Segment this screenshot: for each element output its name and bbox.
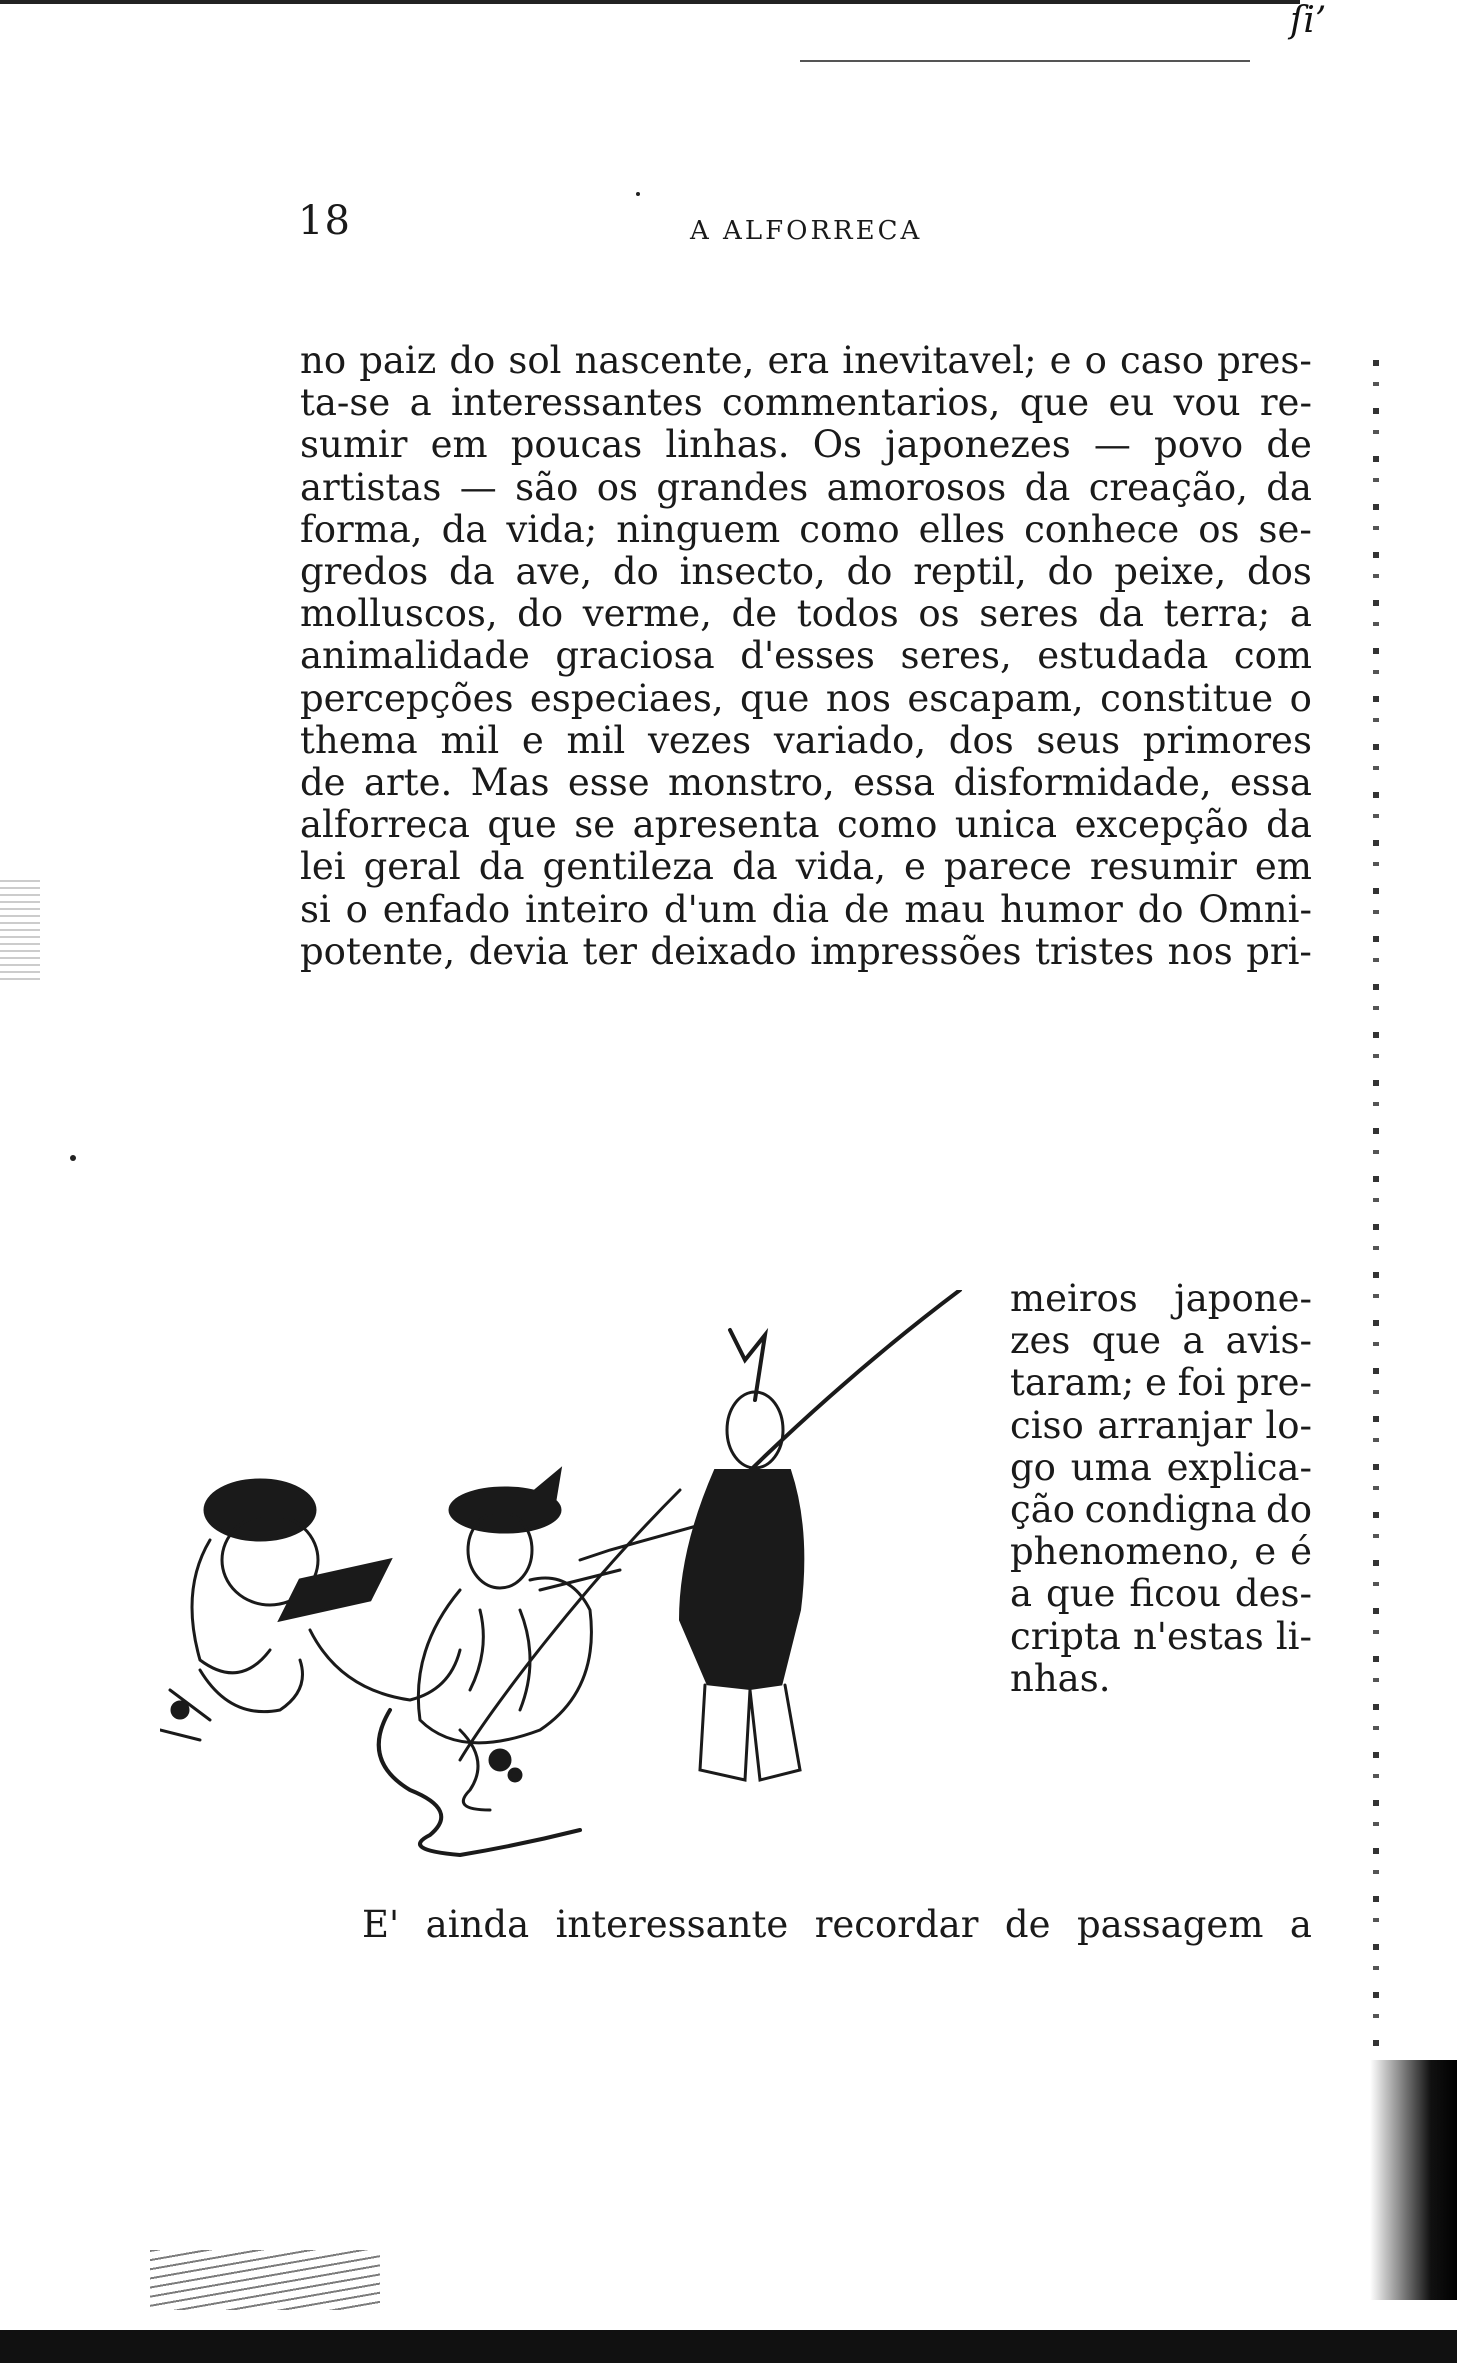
- word: ave,: [515, 550, 593, 593]
- word: todos: [796, 592, 899, 636]
- word: n'estas: [1132, 1614, 1264, 1658]
- word: nhas.: [1010, 1656, 1111, 1700]
- word: e: [904, 845, 926, 889]
- word: de: [843, 887, 890, 931]
- word: da: [1266, 465, 1312, 509]
- word: vida;: [506, 507, 598, 551]
- word: do: [517, 592, 564, 636]
- word: pres-: [1217, 339, 1312, 382]
- word: humor: [1000, 887, 1123, 931]
- word: a: [1010, 1572, 1033, 1616]
- word: do: [1137, 887, 1184, 931]
- word: reptil,: [913, 550, 1027, 593]
- scan-rule: [800, 60, 1250, 62]
- word: foi: [1177, 1361, 1226, 1405]
- word: vezes: [647, 718, 752, 762]
- word: molluscos,: [300, 592, 498, 636]
- word: lo-: [1265, 1403, 1312, 1447]
- word: no: [300, 339, 347, 382]
- word: interessante: [555, 1903, 789, 1946]
- word: da: [441, 507, 488, 551]
- word: primores: [1142, 718, 1312, 762]
- word: recordar: [814, 1903, 979, 1946]
- word: que: [1019, 381, 1090, 425]
- word: que: [740, 676, 810, 720]
- scan-edge-bottom: [0, 2330, 1457, 2363]
- word: era: [767, 339, 830, 382]
- word: constitue: [1100, 676, 1274, 720]
- text-line: [300, 718, 1312, 762]
- word: terra;: [1163, 592, 1271, 636]
- word: impressões: [810, 929, 1022, 973]
- word: dos: [948, 718, 1014, 762]
- word: alforreca: [300, 803, 470, 847]
- word: e: [521, 718, 544, 762]
- word: japonezes: [885, 423, 1071, 467]
- scan-smudge: [150, 2250, 380, 2310]
- page-edge-right: [1373, 360, 1379, 2140]
- word: da: [1266, 803, 1312, 847]
- word: phenomeno,: [1010, 1530, 1241, 1574]
- word: escapam,: [907, 676, 1084, 720]
- speck: [70, 1155, 76, 1161]
- text-line: [1010, 1572, 1312, 1616]
- word: potente,: [300, 929, 456, 973]
- text-line: [300, 592, 1312, 636]
- word: os: [596, 465, 639, 509]
- word: commentarios,: [722, 381, 1001, 425]
- word: os: [1198, 507, 1240, 551]
- word: geral: [363, 845, 461, 889]
- word: grandes: [656, 465, 809, 509]
- word: nos: [825, 676, 891, 720]
- word: tristes: [1035, 929, 1155, 973]
- word: o: [1084, 339, 1107, 382]
- word: especiaes,: [529, 676, 724, 720]
- word: da: [478, 845, 525, 889]
- speck: [636, 192, 640, 196]
- word: pre-: [1236, 1361, 1312, 1405]
- word: em: [1254, 845, 1312, 889]
- word: a: [1289, 592, 1312, 636]
- word: li-: [1275, 1614, 1312, 1658]
- word: japone-: [1174, 1277, 1312, 1320]
- word: pri-: [1246, 929, 1312, 973]
- word: enfado: [382, 887, 511, 931]
- word: com: [1233, 634, 1312, 678]
- word: ficou: [1129, 1572, 1221, 1616]
- word: arranjar: [1097, 1403, 1252, 1447]
- figure-head-man: [727, 1392, 783, 1468]
- text-line: [300, 465, 1312, 509]
- word: unica: [954, 803, 1058, 847]
- word: essa: [853, 761, 936, 804]
- word: peixe,: [1114, 550, 1227, 593]
- word: taram;: [1010, 1361, 1135, 1405]
- word: ção: [1010, 1488, 1076, 1531]
- word: apresenta: [632, 803, 820, 847]
- word: insecto,: [679, 550, 826, 593]
- word: o: [345, 887, 368, 931]
- word: em: [430, 423, 488, 467]
- word: eu: [1108, 381, 1155, 425]
- running-title: A ALFORRECA: [690, 216, 923, 246]
- word: verme,: [582, 592, 712, 636]
- word: deixado: [650, 929, 797, 973]
- scan-mark: ſi’: [1290, 0, 1327, 41]
- text-line: [300, 634, 1312, 678]
- word: do: [1266, 1488, 1312, 1531]
- word: mil: [566, 718, 626, 762]
- word: o: [1289, 676, 1312, 720]
- word: animalidade: [300, 634, 530, 678]
- word: de: [1266, 423, 1312, 467]
- word: cripta: [1010, 1614, 1121, 1658]
- page-number: 18: [298, 198, 351, 244]
- word: ainda: [425, 1903, 530, 1946]
- text-line: [1010, 1319, 1312, 1363]
- word: como: [799, 507, 900, 551]
- text-line: [1010, 1656, 1312, 1700]
- text-line: [300, 423, 1312, 467]
- text-line: [300, 339, 1312, 382]
- word: thema: [300, 718, 418, 762]
- word: nos: [1167, 929, 1233, 973]
- word: d'um: [663, 887, 757, 931]
- word: e: [1144, 1361, 1167, 1405]
- text-line: [300, 845, 1312, 889]
- word: graciosa: [555, 634, 715, 678]
- word: parece: [943, 845, 1072, 889]
- word: conhece: [1024, 507, 1180, 551]
- text-line: [1010, 1445, 1312, 1489]
- word: creação,: [1088, 465, 1248, 509]
- word: da: [731, 845, 778, 889]
- text-line: [300, 550, 1312, 593]
- word: que: [1091, 1319, 1162, 1363]
- word: vou: [1173, 381, 1241, 425]
- word: amorosos: [826, 465, 1007, 509]
- word: re-: [1259, 381, 1312, 425]
- word: disformidade,: [953, 761, 1212, 804]
- word: estudada: [1037, 634, 1209, 678]
- word: do: [846, 550, 893, 593]
- word: monstro,: [668, 761, 835, 804]
- text-line: [300, 887, 1312, 931]
- word: a: [1182, 1319, 1205, 1363]
- word: passagem: [1076, 1903, 1264, 1946]
- page-shadow: [1370, 2060, 1457, 2300]
- word: esse: [567, 761, 650, 804]
- word: da: [1024, 465, 1071, 509]
- word: povo: [1154, 423, 1244, 467]
- text-line: [300, 803, 1312, 847]
- word: excepção: [1074, 803, 1249, 847]
- word: Omni-: [1198, 887, 1312, 931]
- word: seres: [979, 592, 1079, 636]
- word: do: [449, 339, 496, 382]
- word: elles: [918, 507, 1006, 551]
- text-line: [1010, 1361, 1312, 1405]
- text-line: [300, 507, 1312, 551]
- word: condigna: [1084, 1488, 1257, 1531]
- word: —: [1093, 423, 1131, 467]
- word: da: [1098, 592, 1145, 636]
- scan-edge-top: [0, 0, 1300, 4]
- word: uma: [1070, 1445, 1152, 1489]
- word: mil: [440, 718, 500, 762]
- final-line: [362, 1903, 1312, 1946]
- word: caso: [1120, 339, 1205, 382]
- word: explica-: [1166, 1445, 1312, 1489]
- word: gentileza: [542, 845, 714, 889]
- word: de: [731, 592, 778, 636]
- word: go: [1010, 1445, 1056, 1489]
- hair-man: [205, 1480, 315, 1540]
- word: d'esses: [740, 634, 875, 678]
- word: mau: [904, 887, 986, 931]
- word: sol: [508, 339, 562, 382]
- word: Mas: [470, 761, 550, 804]
- word: forma,: [300, 507, 423, 551]
- word: dia: [771, 887, 830, 931]
- word: percepções: [300, 676, 514, 720]
- word: seres,: [900, 634, 1012, 678]
- word: —: [459, 465, 497, 509]
- word: des-: [1234, 1572, 1312, 1616]
- word: artistas: [300, 465, 442, 509]
- word: e: [1049, 339, 1072, 382]
- word: a: [409, 381, 432, 425]
- word: do: [612, 550, 659, 593]
- word: os: [918, 592, 960, 636]
- word: de: [300, 761, 346, 804]
- word: que: [487, 803, 557, 847]
- word: avis-: [1225, 1319, 1312, 1363]
- word: nascente,: [574, 339, 755, 382]
- scan-stamp: [0, 880, 40, 980]
- word: de: [1004, 1903, 1051, 1946]
- text-line: [1010, 1277, 1312, 1320]
- word: seus: [1036, 718, 1121, 762]
- word: Os: [812, 423, 863, 467]
- text-line: [1010, 1403, 1312, 1447]
- word: linhas.: [665, 423, 790, 467]
- word: interessantes: [451, 381, 703, 425]
- word: arte.: [363, 761, 453, 804]
- word: gredos: [300, 550, 429, 593]
- word: devia: [468, 929, 569, 973]
- word: inteiro: [524, 887, 650, 931]
- word: resumir: [1089, 845, 1237, 889]
- text-line: [1010, 1488, 1312, 1531]
- text-line: [300, 381, 1312, 425]
- word: E': [362, 1903, 400, 1946]
- word: se: [574, 803, 616, 847]
- text-line: [300, 676, 1312, 720]
- word: e: [1254, 1530, 1277, 1574]
- word: do: [1047, 550, 1094, 593]
- text-line: [1010, 1530, 1312, 1574]
- word: da: [448, 550, 495, 593]
- word: a: [1289, 1903, 1312, 1946]
- word: vida,: [795, 845, 886, 889]
- word: que: [1046, 1572, 1116, 1616]
- word: si: [300, 887, 331, 931]
- word: zes: [1010, 1319, 1071, 1363]
- word: lei: [300, 845, 346, 889]
- word: ta-se: [300, 381, 391, 425]
- illustration: [160, 1290, 1010, 1870]
- word: ninguem: [616, 507, 781, 551]
- word: como: [837, 803, 938, 847]
- word: é: [1290, 1530, 1312, 1574]
- word: essa: [1230, 761, 1312, 804]
- word: poucas: [510, 423, 643, 467]
- word: variado,: [773, 718, 927, 762]
- word: se-: [1258, 507, 1312, 551]
- word: dos: [1246, 550, 1312, 593]
- word: ter: [582, 929, 637, 973]
- word: inevitavel;: [842, 339, 1037, 382]
- word: sumir: [300, 423, 408, 467]
- word: são: [515, 465, 579, 509]
- text-line: [300, 761, 1312, 804]
- text-line: [1010, 1614, 1312, 1658]
- word: paiz: [359, 339, 437, 382]
- text-line: [300, 929, 1312, 973]
- word: ciso: [1010, 1403, 1084, 1447]
- word: meiros: [1010, 1277, 1138, 1320]
